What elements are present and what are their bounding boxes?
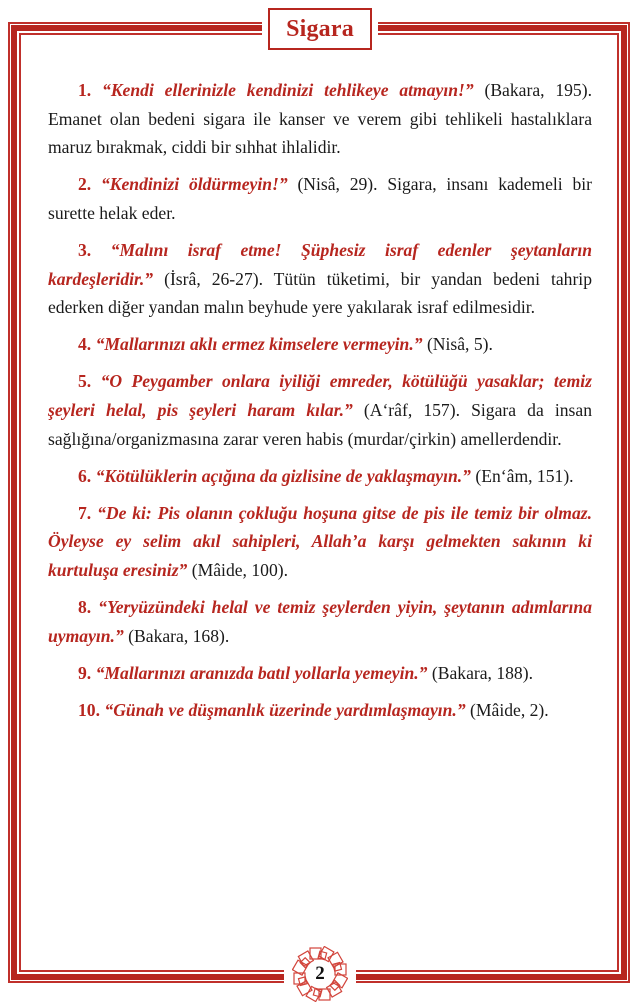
verse-quote: “De ki: Pis olanın çokluğu hoşuna gitse de pis ile temiz bir olmaz. Öyleyse ey selim akıl sahipleri, Allah’a karşı gelmekten sakının ki kurtuluşa eresiniz” xyxy=(48,502,592,580)
item-number: 8. xyxy=(78,597,92,617)
item-text: (Bakara, 188). xyxy=(427,662,533,683)
verse-quote: “Kendinizi öldürmeyin!” xyxy=(100,174,288,195)
verse-quote: “Kötülüklerin açığına da gizlisine de yaklaşmayın.” xyxy=(95,465,471,486)
page-number: 2 xyxy=(315,963,325,984)
list-item-4 xyxy=(48,330,592,359)
item-number: 5. xyxy=(78,371,92,392)
verse-quote: “O Peygamber onlara iyiliği emreder, kötülüğü yasaklar; temiz şeyleri helal, pis şeyleri haram kılar.” xyxy=(48,371,592,420)
verse-quote: “Yeryüzündeki helal ve temiz şeylerden yiyin, şeytanın adımlarına uymayın.” xyxy=(48,597,592,646)
list-item-1 xyxy=(48,76,592,162)
item-text: (İsrâ, 26-27). Tütün tüketimi, bir yandan bedeni tahrip ederken diğer yandan malın beyhude yere yakılarak israf edilmesidir. xyxy=(48,268,592,318)
page-title: Sigara xyxy=(286,15,354,42)
item-text: (Nisâ, 29). Sigara, insanı kademeli bir surette helak eder. xyxy=(48,174,592,223)
list-item-3 xyxy=(48,236,592,322)
list-item-7 xyxy=(48,499,592,585)
list-item-6 xyxy=(48,462,592,491)
item-text: (En‘âm, 151). xyxy=(470,465,574,486)
list-item-2 xyxy=(48,170,592,227)
list-item-8 xyxy=(48,593,592,650)
item-number: 10. xyxy=(78,699,100,720)
verse-quote: “Kendi ellerinizle kendinizi tehlikeye atmayın!” xyxy=(102,80,474,100)
verse-quote: “Mallarınızı aranızda batıl yollarla yemeyin.” xyxy=(95,662,428,683)
item-number: 9. xyxy=(78,662,92,683)
verse-quote: “Malını israf etme! Şüphesiz israf edenler şeytanların kardeşleridir.” xyxy=(48,239,592,289)
list-item-9 xyxy=(48,659,592,688)
verse-list xyxy=(48,76,592,733)
item-text: (A‘râf, 157). Sigara da insan sağlığına/organizmasına zarar veren habis (murdar/çirkin) amellerdendir. xyxy=(48,399,592,449)
verse-quote: “Günah ve düşmanlık üzerinde yardımlaşmayın.” xyxy=(104,699,466,720)
verse-quote: “Mallarınızı aklı ermez kimselere vermeyin.” xyxy=(95,334,423,355)
item-text: (Mâide, 100). xyxy=(187,559,288,580)
item-text: (Bakara, 168). xyxy=(123,625,230,646)
item-text: (Mâide, 2). xyxy=(465,699,549,720)
item-number: 2. xyxy=(78,174,92,195)
item-number: 3. xyxy=(78,239,92,260)
list-item-5 xyxy=(48,367,592,453)
title-box xyxy=(268,8,372,50)
item-number: 4. xyxy=(78,334,92,355)
item-number: 7. xyxy=(78,502,92,523)
item-text: (Bakara, 195). Emanet olan bedeni sigara ile kanser ve verem gibi tehlikeli hastalıklara maruz bırakmak, ciddi bir sıhhat ihlalidir. xyxy=(48,80,592,158)
item-number: 6. xyxy=(78,465,92,486)
item-text: (Nisâ, 5). xyxy=(422,334,493,355)
list-item-10 xyxy=(48,696,592,725)
page-number-badge xyxy=(292,946,348,1002)
item-number: 1. xyxy=(78,80,92,100)
